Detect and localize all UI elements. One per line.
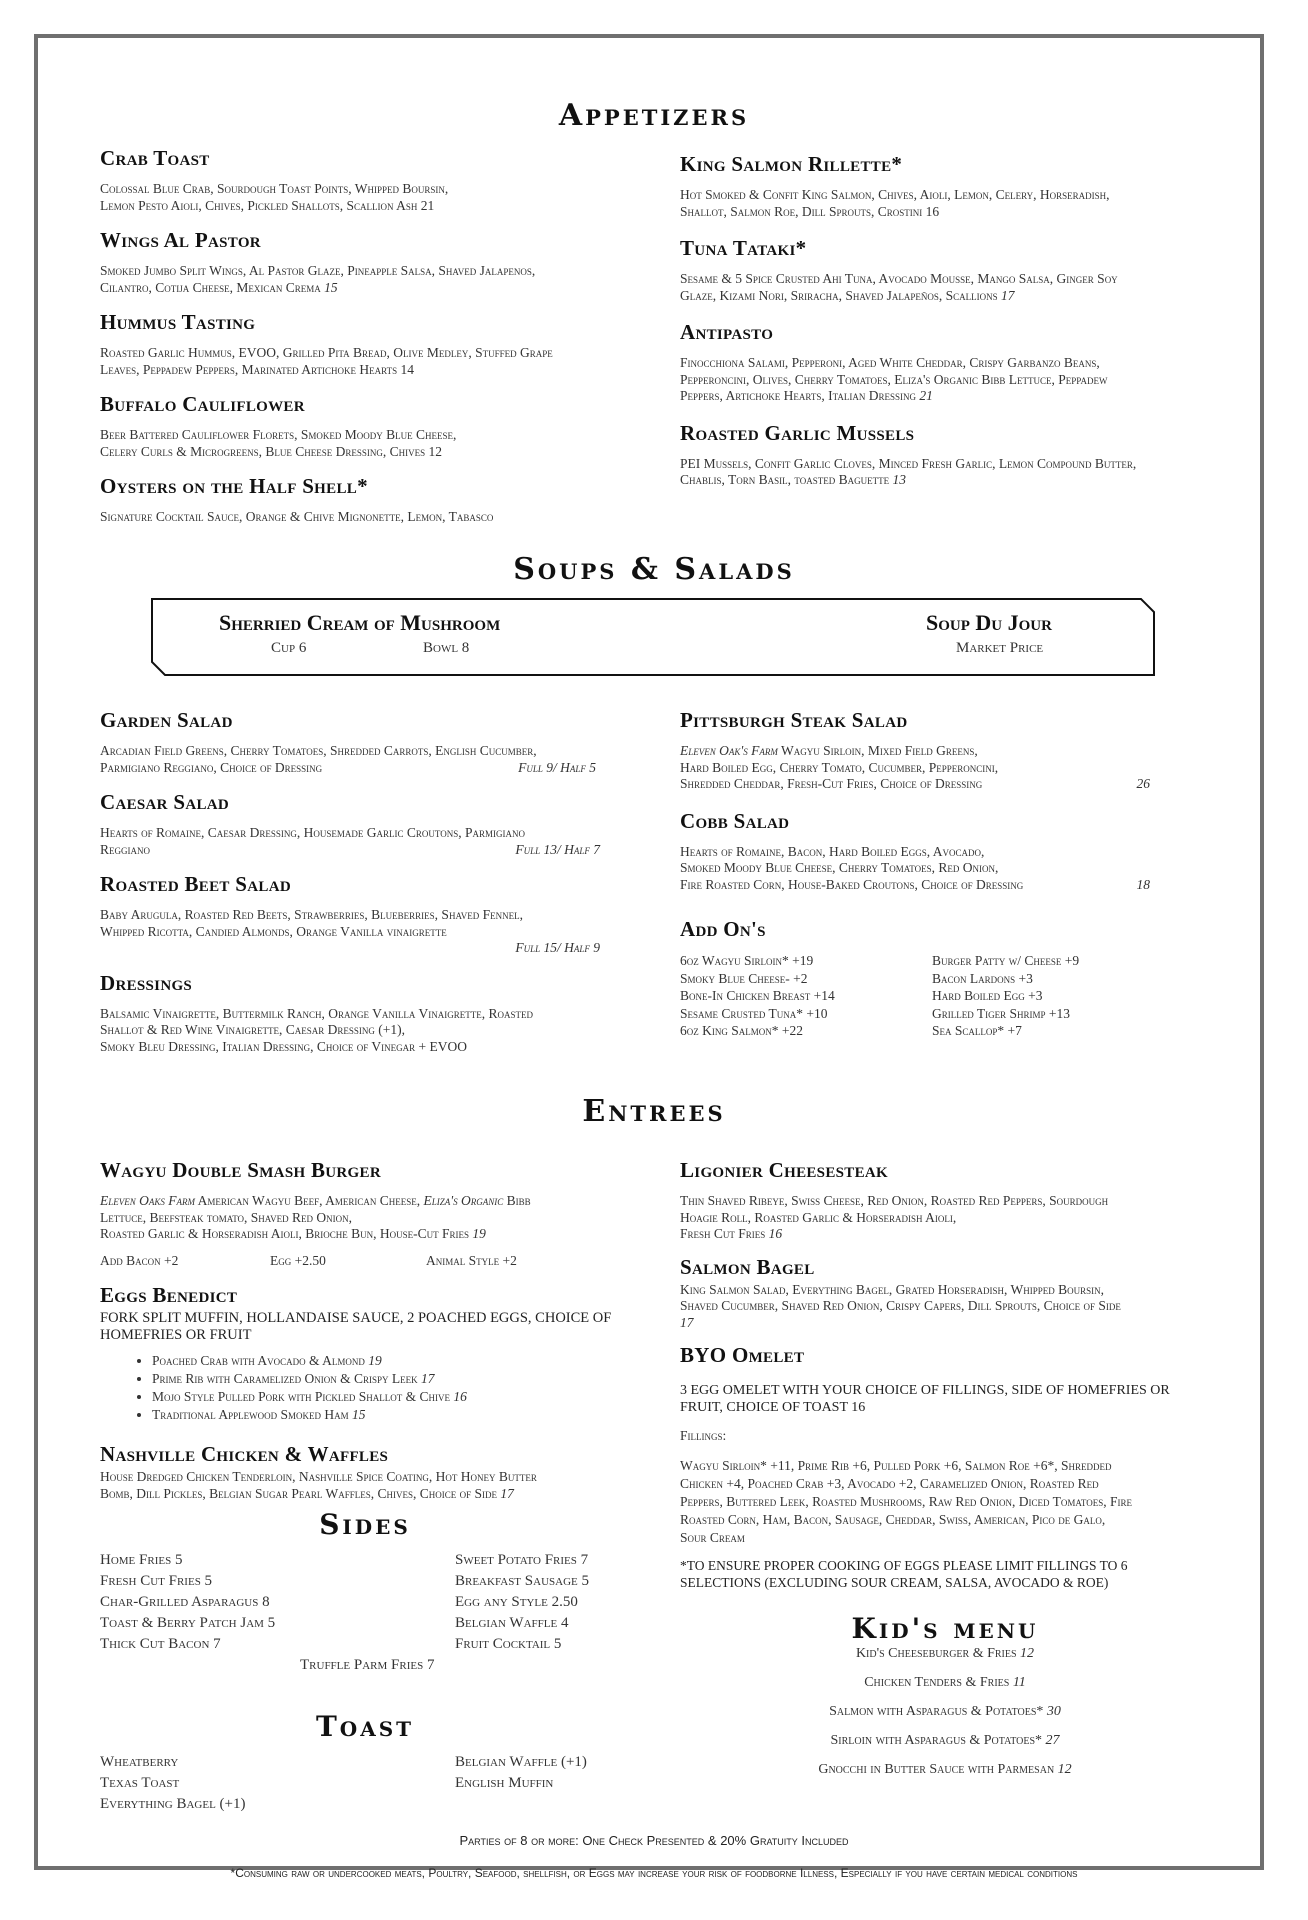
item-price: 13 [892, 472, 906, 487]
item-description: 3 EGG OMELET WITH YOUR CHOICE OF FILLINGS, SIDE OF HOMEFRIES OR FRUIT, CHOICE OF TOAST 16 [680, 1383, 1170, 1415]
appetizers-right-column [680, 152, 1220, 489]
add-on-item: Burger Patty w/ Cheese +9 [932, 953, 1080, 968]
item-name: BYO Omelet [680, 1343, 805, 1367]
item-name: Hummus Tasting [100, 310, 256, 334]
soup-name: Sherried Cream of Mushroom [219, 610, 501, 635]
add-on-item: Sesame Crusted Tuna* +10 [680, 1005, 828, 1021]
item-description: Baby Arugula, Roasted Red Beets, Strawberries, Blueberries, Shaved Fennel, Whipped Ricotta, Candied Almonds, Orange Vanilla vinaigrette [100, 907, 524, 939]
item-description: Reggiano Full 13/ Half 7 [100, 841, 600, 857]
item-name: King Salmon Rillette* [680, 152, 903, 176]
side-item: Truffle Parm Fries 7 [300, 1657, 435, 1673]
menu-item [100, 392, 640, 460]
item-name: Cobb Salad [680, 808, 790, 833]
menu-item [680, 809, 1180, 894]
section-heading-entrees: Entrees [582, 1094, 726, 1129]
menu-item [680, 421, 1220, 489]
toast-item: Wheatberry [100, 1754, 179, 1770]
toast-item: Belgian Waffle (+1) [455, 1754, 587, 1770]
omelet-note: *TO ENSURE PROPER COOKING OF EGGS PLEASE LIMIT FILLINGS TO 6 SELECTIONS (EXCLUDING SOUR CREAM, SALSA, AVOCADO & ROE) [680, 1557, 1128, 1590]
menu-item [680, 1158, 1220, 1243]
list-item: • Poached Crab with Avocado & Almond 19 [152, 1352, 640, 1370]
item-name: Caesar Salad [100, 790, 230, 814]
side-item: Home Fries 5 [100, 1552, 183, 1568]
menu-item [100, 971, 620, 1056]
item-description: Balsamic Vinaigrette, Buttermilk Ranch, Orange Vanilla Vinaigrette, Roasted Shallot & Red Wine Vinaigrette, Caesar Dressing (+1), Smoky Bleu Dressing, Italian Dressing, Choice of Vinegar + EVOO [100, 1005, 533, 1054]
item-name: Pittsburgh Steak Salad [680, 708, 908, 732]
add-on-item: Grilled Tiger Shrimp +13 [932, 1005, 1070, 1021]
item-description: Roasted Garlic Hummus, EVOO, Grilled Pita Bread, Olive Medley, Stuffed Grape Leaves, Peppadew Peppers, Marinated Artichoke Hearts 14 [100, 345, 553, 377]
item-name: Salmon Bagel [680, 1254, 815, 1279]
add-on-item: Hard Boiled Egg +3 [932, 988, 1043, 1003]
add-on-item: 6oz Wagyu Sirloin* +19 [680, 953, 814, 968]
menu-item [100, 310, 640, 378]
add-on-item: Bone-In Chicken Breast +14 [680, 988, 835, 1003]
salads-left-column [100, 708, 620, 1055]
soup-bowl-price: Bowl 8 [423, 640, 470, 656]
soup-name: Soup Du Jour [926, 610, 1052, 635]
item-description: Parmigiano Reggiano, Choice of Dressing Full 9/ Half 5 [100, 759, 596, 775]
item-name: Roasted Garlic Mussels [680, 420, 915, 445]
item-price: 17 [500, 1485, 514, 1501]
entrees-right-column [680, 1158, 1220, 1591]
menu-item [680, 708, 1180, 793]
foodborne-illness-warning: *Consuming raw or undercooked meats, Poultry, Seafood, shellfish, or Eggs may increase your risk of foodborne Illness, Especially if you have certain medical conditions [230, 1866, 1078, 1880]
item-name: Tuna Tataki* [680, 236, 807, 260]
side-item: Fresh Cut Fries 5 [100, 1573, 213, 1589]
menu-item [100, 790, 620, 858]
section-heading-appetizers: Appetizers [558, 98, 750, 133]
item-name: Roasted Beet Salad [100, 872, 291, 896]
item-name: Ligonier Cheesesteak [680, 1158, 888, 1182]
side-item: Thick Cut Bacon 7 [100, 1636, 221, 1652]
item-price: Full 9/ Half 5 [518, 759, 596, 775]
section-heading-kids-menu: Kid's menu [851, 1612, 1039, 1645]
fillings-label: Fillings: [680, 1428, 727, 1443]
soup-cup-price: Cup 6 [271, 640, 307, 656]
soup-price: Market Price [956, 640, 1044, 656]
soup-box [151, 598, 1155, 676]
item-description: FORK SPLIT MUFFIN, HOLLANDAISE SAUCE, 2 POACHED EGGS, CHOICE OF HOMEFRIES OR FRUIT [100, 1310, 612, 1343]
side-item: Toast & Berry Patch Jam 5 [100, 1615, 276, 1631]
item-price: 21 [919, 388, 933, 403]
section-heading-toast: Toast [315, 1710, 415, 1743]
party-gratuity-note: Parties of 8 or more: One Check Presented & 20% Gratuity Included [459, 1833, 849, 1848]
extra-item: Egg +2.50 [270, 1252, 326, 1268]
item-description: Beer Battered Cauliflower Florets, Smoked Moody Blue Cheese, Celery Curls & Microgreens, Blue Cheese Dressing, Chives 12 [100, 427, 457, 459]
menu-item [100, 1283, 640, 1424]
add-on-item: Sea Scallop* +7 [932, 1023, 1022, 1038]
item-name: Nashville Chicken & Waffles [100, 1442, 389, 1466]
menu-item [100, 228, 640, 296]
item-name: Wagyu Double Smash Burger [100, 1158, 381, 1182]
menu-item [680, 320, 1220, 405]
item-description: Thin Shaved Ribeye, Swiss Cheese, Red Onion, Roasted Red Peppers, Sourdough Hoagie Roll, Roasted Garlic & Horseradish Aioli, Fresh Cut Fries 16 [680, 1193, 1109, 1241]
entrees-left-column [100, 1158, 640, 1502]
item-description: Eleven Oaks Farm American Wagyu Beef, American Cheese, Eliza's Organic Bibb Lettuce, Beefsteak tomato, Shaved Red Onion, Roasted Garlic & Horseradish Aioli, Brioche Bun, House-Cut Fries 19 [100, 1193, 531, 1241]
list-item: • Mojo Style Pulled Pork with Pickled Shallot & Chive 16 [152, 1388, 640, 1406]
item-name: Antipasto [680, 320, 774, 344]
item-description: House Dredged Chicken Tenderloin, Nashville Spice Coating, Hot Honey Butter Bomb, Dill Pickles, Belgian Sugar Pearl Waffles, Chives, Choice of Side 17 [100, 1469, 537, 1501]
menu-item [100, 872, 620, 957]
item-description: Eleven Oak's Farm Wagyu Sirloin, Mixed Field Greens, Hard Boiled Egg, Cherry Tomato, Cucumber, Pepperoncini, [680, 743, 999, 775]
item-description: Arcadian Field Greens, Cherry Tomatoes, Shredded Carrots, English Cucumber, [100, 743, 537, 758]
item-description: Sesame & 5 Spice Crusted Ahi Tuna, Avocado Mousse, Mango Salsa, Ginger Soy Glaze, Kizami Nori, Sriracha, Shaved Jalapeños, Scallions 17 [680, 271, 1118, 303]
item-name: Oysters on the Half Shell* [100, 474, 368, 498]
side-item: Breakfast Sausage 5 [455, 1573, 589, 1589]
section-heading-sides: Sides [319, 1508, 411, 1541]
add-on-item: Bacon Lardons +3 [932, 970, 1033, 986]
item-description: Finocchiona Salami, Pepperoni, Aged White Cheddar, Crispy Garbanzo Beans, Pepperoncini, Olives, Cherry Tomatoes, Eliza's Organic Bibb Lettuce, Peppadew Peppers, Artichoke Hearts, Italian Dressing 21 [680, 355, 1108, 403]
menu-item [100, 474, 640, 526]
section-heading-soups-salads: Soups & Salads [513, 552, 795, 587]
item-name: Eggs Benedict [100, 1283, 238, 1307]
item-description: Hot Smoked & Confit King Salmon, Chives, Aioli, Lemon, Celery, Horseradish, Shallot, Salmon Roe, Dill Sprouts, Crostini 16 [680, 187, 1110, 219]
extra-item: Animal Style +2 [426, 1252, 517, 1268]
item-description: Colossal Blue Crab, Sourdough Toast Points, Whipped Boursin, Lemon Pesto Aioli, Chives, Pickled Shallots, Scallion Ash 21 [100, 181, 449, 213]
extra-item: Add Bacon +2 [100, 1252, 179, 1268]
add-on-item: Smoky Blue Cheese- +2 [680, 970, 808, 986]
add-ons-list [680, 952, 1180, 1040]
item-price: 15 [324, 279, 338, 295]
kids-item: Salmon with Asparagus & Potatoes* 30 [829, 1704, 1061, 1719]
menu-item [100, 1158, 640, 1269]
item-price: 19 [472, 1226, 486, 1241]
item-name: Buffalo Cauliflower [100, 392, 305, 416]
item-name: Crab Toast [100, 146, 210, 170]
add-ons-title: Add On's [680, 917, 766, 941]
kids-item: Gnocchi in Butter Sauce with Parmesan 12 [818, 1762, 1072, 1777]
toast-item: Everything Bagel (+1) [100, 1796, 246, 1812]
item-description: Smoked Jumbo Split Wings, Al Pastor Glaze, Pineapple Salsa, Shaved Jalapenos, Cilantro, Cotija Cheese, Mexican Crema 15 [100, 263, 536, 295]
toast-item: Texas Toast [100, 1775, 180, 1791]
kids-item: Chicken Tenders & Fries 11 [864, 1675, 1026, 1690]
sides-list [100, 1550, 660, 1676]
menu-item [100, 1442, 640, 1502]
item-description: PEI Mussels, Confit Garlic Cloves, Minced Fresh Garlic, Lemon Compound Butter, Chablis, Torn Basil, toasted Baguette 13 [680, 455, 1137, 487]
item-name: Wings Al Pastor [100, 228, 261, 252]
add-ons [680, 917, 1180, 1040]
item-price: Full 15/ Half 9 [515, 940, 600, 955]
side-item: Sweet Potato Fries 7 [455, 1552, 589, 1568]
side-item: Egg any Style 2.50 [455, 1594, 578, 1610]
list-item: • Traditional Applewood Smoked Ham 15 [152, 1406, 640, 1424]
kids-item: Kid's Cheeseburger & Fries 12 [855, 1646, 1035, 1661]
salads-right-column [680, 708, 1180, 1040]
item-price: Full 13/ Half 7 [515, 841, 600, 857]
side-item: Belgian Waffle 4 [455, 1615, 569, 1631]
item-description: Hearts of Romaine, Caesar Dressing, Housemade Garlic Croutons, Parmigiano [100, 825, 525, 840]
menu-item [680, 1255, 1220, 1332]
item-description: Hearts of Romaine, Bacon, Hard Boiled Eggs, Avocado, Smoked Moody Blue Cheese, Cherry Tomatoes, Red Onion, [680, 843, 999, 875]
item-name: Garden Salad [100, 708, 233, 732]
side-item: Fruit Cocktail 5 [455, 1636, 562, 1652]
add-on-item: 6oz King Salmon* +22 [680, 1023, 803, 1038]
menu-item [100, 708, 620, 776]
item-description: Signature Cocktail Sauce, Orange & Chive Mignonette, Lemon, Tabasco [100, 509, 494, 524]
kids-menu-list [680, 1646, 1210, 1791]
side-item: Char-Grilled Asparagus 8 [100, 1594, 270, 1610]
appetizers-left-column [100, 146, 640, 526]
item-description: Shredded Cheddar, Fresh-Cut Fries, Choice of Dressing 26 [680, 776, 1150, 791]
toast-list [100, 1752, 660, 1815]
list-item: • Prime Rib with Caramelized Onion & Crispy Leek 17 [152, 1370, 640, 1388]
item-description: King Salmon Salad, Everything Bagel, Grated Horseradish, Whipped Boursin, Shaved Cucumber, Shaved Red Onion, Crispy Capers, Dill Sprouts, Choice of Side 17 [680, 1281, 1121, 1330]
fillings-list: Wagyu Sirloin* +11, Prime Rib +6, Pulled Pork +6, Salmon Roe +6*, Shredded Chicken +4, Poached Crab +3, Avocado +2, Caramelized Onion, Roasted Red Peppers, Buttered Leek, Roasted Mushrooms, Raw Red Onion, Diced Tomatoes, Fire Roasted Corn, Ham, Bacon, Sausage, Cheddar, Swiss, American, Pico de Galo, Sour Cream [680, 1457, 1133, 1545]
item-price: 18 [1136, 876, 1150, 892]
item-price: 17 [1000, 287, 1015, 303]
item-price: 16 [768, 1226, 783, 1241]
item-name: Dressings [100, 970, 193, 995]
menu-item [680, 1343, 1220, 1591]
menu-item [680, 152, 1220, 220]
item-description: Fire Roasted Corn, House-Baked Croutons, Choice of Dressing 18 [680, 876, 1150, 892]
benedict-options [100, 1352, 640, 1424]
item-price: 26 [1136, 776, 1150, 791]
item-price: 17 [680, 1314, 694, 1330]
toast-item: English Muffin [455, 1775, 554, 1791]
burger-extras [100, 1253, 640, 1270]
kids-item: Sirloin with Asparagus & Potatoes* 27 [830, 1733, 1060, 1748]
menu-item [100, 146, 640, 214]
menu-item [680, 236, 1220, 304]
